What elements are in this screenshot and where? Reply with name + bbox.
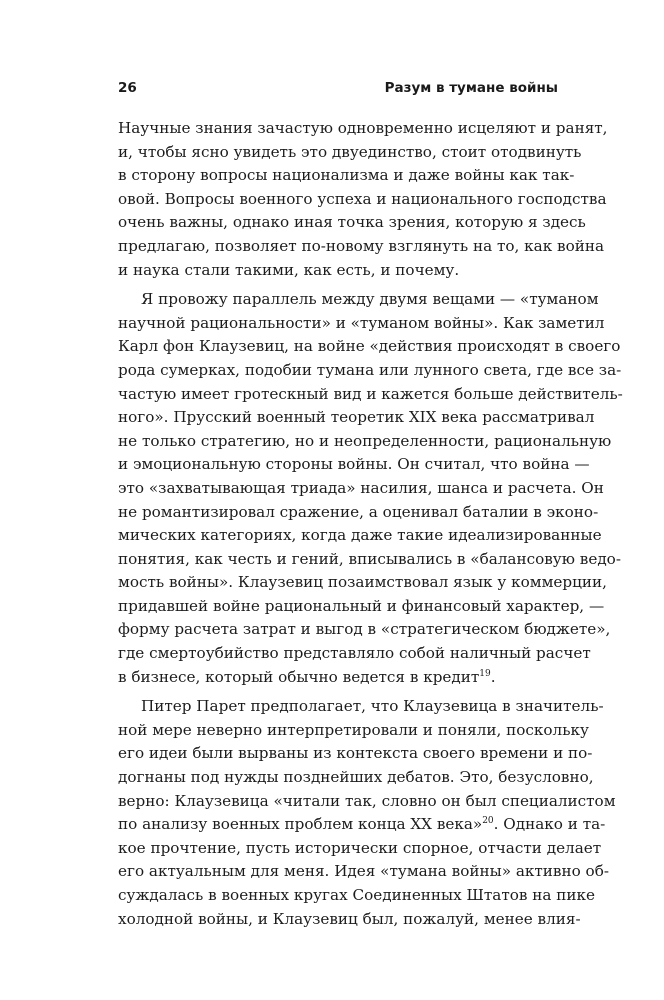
- text-line: не только стратегию, но и неопределенности, рациональную: [118, 431, 612, 450]
- text-line: и эмоциональную стороны войны. Он считал, что война —: [118, 455, 590, 474]
- text-line: Я провожу параллель между двумя вещами — «туманом: [141, 290, 599, 309]
- text-line: Карл фон Клаузевиц, на войне «действия происходят в своего: [118, 337, 621, 356]
- text-line: догнаны под нужды позднейших дебатов. Это, безусловно,: [118, 768, 594, 787]
- text-line: Научные знания зачастую одновременно исцеляют и ранят,: [118, 119, 608, 137]
- text-line: придавшей войне рациональный и финансовый характер, —: [118, 596, 605, 615]
- text-line: мость войны». Клаузевиц позаимствовал язык у коммерции,: [118, 573, 607, 592]
- text-line: суждалась в военных кругах Соединенных Штатов на пике: [118, 886, 595, 904]
- text-line: кое прочтение, пусть исторически спорное, отчасти делает: [118, 838, 602, 857]
- text-line: его идеи были вырваны из контекста своего времени и по-: [118, 744, 593, 763]
- text-line: частую имеет гротескный вид и кажется больше действитель-: [118, 384, 623, 403]
- text-line: [118, 813, 606, 837]
- text-line: ной мере неверно интерпретировали и поняли, поскольку: [118, 720, 589, 739]
- page-number: 26: [118, 80, 137, 96]
- text-line: холодной войны, и Клаузевиц был, пожалуй, менее влия-: [118, 909, 581, 928]
- footnote-marker: 19: [479, 668, 491, 679]
- text-line: овой. Вопросы военного успеха и национального господства: [118, 189, 607, 208]
- paragraph-3: [118, 695, 616, 931]
- text-fragment: . Однако и та-: [493, 815, 606, 834]
- text-line: в сторону вопросы национализма и даже войны как так-: [118, 166, 575, 185]
- text-line: и, чтобы ясно увидеть это двуединство, стоит отодвинуть: [118, 142, 582, 161]
- text-line: верно: Клаузевица «читали так, словно он был специалистом: [118, 791, 616, 810]
- text-line: форму расчета затрат и выгод в «стратегическом бюджете»,: [118, 620, 611, 639]
- text-fragment: в бизнесе, который обычно ведется в кредит: [118, 667, 480, 686]
- text-line: где смертоубийство представляло собой наличный расчет: [118, 644, 591, 663]
- text-line: это «захватывающая триада» насилия, шанса и расчета. Он: [118, 478, 604, 497]
- text-line: очень важны, однако иная точка зрения, которую я здесь: [118, 213, 586, 232]
- body-text: [118, 117, 623, 931]
- text-line: ного». Прусский военный теоретик XIX века рассматривал: [118, 408, 595, 427]
- text-line: мических категориях, когда даже такие идеализированные: [118, 526, 602, 545]
- text-line: Питер Парет предполагает, что Клаузевица в значитель-: [141, 697, 604, 716]
- running-title: Разум в тумане войны: [384, 80, 558, 96]
- text-line: предлагаю, позволяет по-новому взглянуть на то, как война: [118, 236, 605, 255]
- text-line: и наука стали такими, как есть, и почему.: [118, 260, 460, 279]
- text-line: его актуальным для меня. Идея «тумана войны» активно об-: [118, 862, 609, 881]
- text-line: рода сумерках, подобии тумана или лунного света, где все за-: [118, 360, 622, 379]
- text-line: научной рациональности» и «туманом войны». Как заметил: [118, 313, 605, 332]
- running-header: [118, 76, 558, 100]
- footnote-marker: 20: [482, 816, 494, 827]
- text-line: не романтизировал сражение, а оценивал баталии в эконо-: [118, 502, 599, 521]
- text-fragment: по анализу военных проблем конца XX века»: [118, 815, 483, 834]
- text-line: в бизнесе, который обычно ведется в кредит$^{19}$.: [118, 667, 496, 686]
- paragraph-2: [118, 288, 623, 689]
- text-line: понятия, как честь и гений, вписывались в «балансовую ведо-: [118, 549, 621, 568]
- paragraph-1: [118, 117, 608, 282]
